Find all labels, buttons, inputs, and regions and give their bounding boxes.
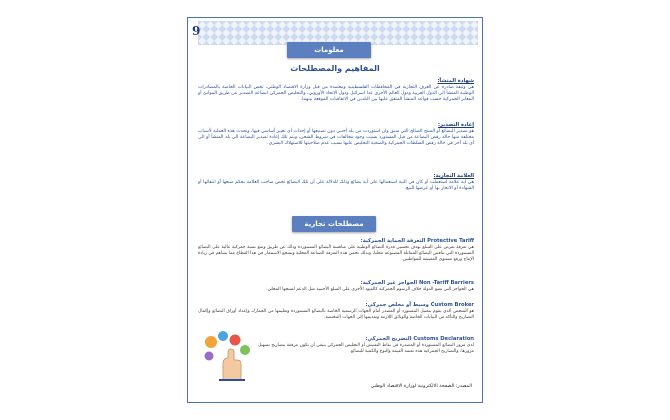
page-number: 9 <box>192 24 201 38</box>
section-tab-trade-terms: مصطلحات تجارية <box>292 216 376 232</box>
section-title: المفاهيم والمصطلحات <box>290 64 380 73</box>
term-heading: Protective Tariff التعرفة الحماية الجمركية: <box>360 238 474 244</box>
definition-heading: شهادة المنشأ: <box>437 78 474 84</box>
term-non-tariff-barriers <box>198 280 474 293</box>
term-heading: Customs Declaration التصريح الجمركي: <box>365 336 474 342</box>
term-heading: Non -Tariff Barriers الحواجز غير الجمركية: <box>360 280 474 286</box>
term-customs-declaration <box>258 336 474 355</box>
term-protective-tariff <box>198 238 474 263</box>
definition-re-export <box>198 122 474 148</box>
term-text: هي تعرفة تفرض على السلع بهدف تحسين قدرة البضائع الوطنية على منافسة البضائع المستوردة وذلك عن طريق وضع نسبة جمركية عالية على البضائع المستوردة التي تنافس البضائع المماثلة المصنوعة محليا، وبذلك تحمي هذه التعرفة الصناعة المحلية وتشجع الاستثمار في هذا القطاع مما يساهم في زيادة الإنتاج ورفع مستوى المعيشة للمواطنين. <box>198 245 474 262</box>
term-heading: Custom Broker وسيط أو مخلص جمركي: <box>365 302 474 308</box>
term-text: لدى مرور البضائع المستوردة أو المصدرة في نقاط التفتيش أو التخليص الجمركي ينبغي أن تكون مرفقة بتصاريح تسهيل مرورها، والتصاريح الجمركية هذه تعتمد القيمة والنوع والكمية للبضائع. <box>258 343 474 354</box>
definition-certificate-origin <box>198 78 474 104</box>
definition-heading: العلامة التجارية: <box>433 173 474 179</box>
definition-trademark <box>198 173 474 192</box>
hand-shopping-icon <box>201 330 253 382</box>
term-text: هو الشخص الذي يقوم بتمثيل المستورد أو المصدر أمام الجهات الرسمية الخاصة بالبضائع المستوردة وتعليمها من الجمارك وإعداد أوراق البضائع وإكمال التصاريح والتأكد من البيانات الخاصة والوثائق اللازمة وتقديمها إلى الجهات المختصة. <box>198 309 474 320</box>
definition-text: هي أية علامة استعملت أو كان في النية استعمالها على أية بضائع وذلك للدلالة على أن تلك البضائع تخص صاحب العلامة بحكم صنعها أو انتقائها أو الشهادة أو الاتجار بها أو عرضها للبيع. <box>198 180 474 192</box>
definition-heading: إعادة التصدير: <box>437 122 474 128</box>
definition-text: هو تصدير البضائع أو المنتج الصالح التي سبق وان استوردت من بلد أجنبي دون تصنيعها أو إحداث أي تغيير أساسي فيها، وتحدث هذه العملية لأسباب مختلفة منها حالة رفض البضاعة من قبل المستورد بسبب وجود مخالفات في شروط الشحن، ويتم تلك إعادة تصدير البضاعة الى بلد المنشأ أو الى أي بلد آخر في حالة رفض السلطات الجمركية والصحية التخليص عليها بسبب عدم صلاحيتها للاستهلاك البشري. <box>198 129 474 147</box>
definition-text: هي وثيقة صادرة عن الغرف التجارية في المحافظات الفلسطينية ومعتمدة من قبل وزارة الاقتصاد الوطني، تخص البيانات الخاصة بالمصادرات الوطنية المنشأ الى الدول العربية ودول العالم الأخرى عدا اسرائيل ودول الاتحاد الأوروبي، والتخليص الجمركي لبضاعة التصدير عن طريق الموانئ أو المعابر الجمركية حسب قواعد المنشأ المتفق عليها بين البلدين في الاتفاقيات الموقعة بينهما. <box>198 85 474 103</box>
source-note: المصدر: الصفحة الالكترونية لوزارة الاقتصاد الوطني <box>370 384 472 389</box>
term-custom-broker <box>198 302 474 321</box>
document-page <box>187 17 483 403</box>
section-tab-information: معلومات <box>287 42 371 58</box>
term-text: هي الحواجز التي تضع الدولة خلاف الرسوم الجمركية كالقيود الأخرى على السلع الأجنبية مثل الدعم لمنتجها المحلي. <box>266 287 474 292</box>
